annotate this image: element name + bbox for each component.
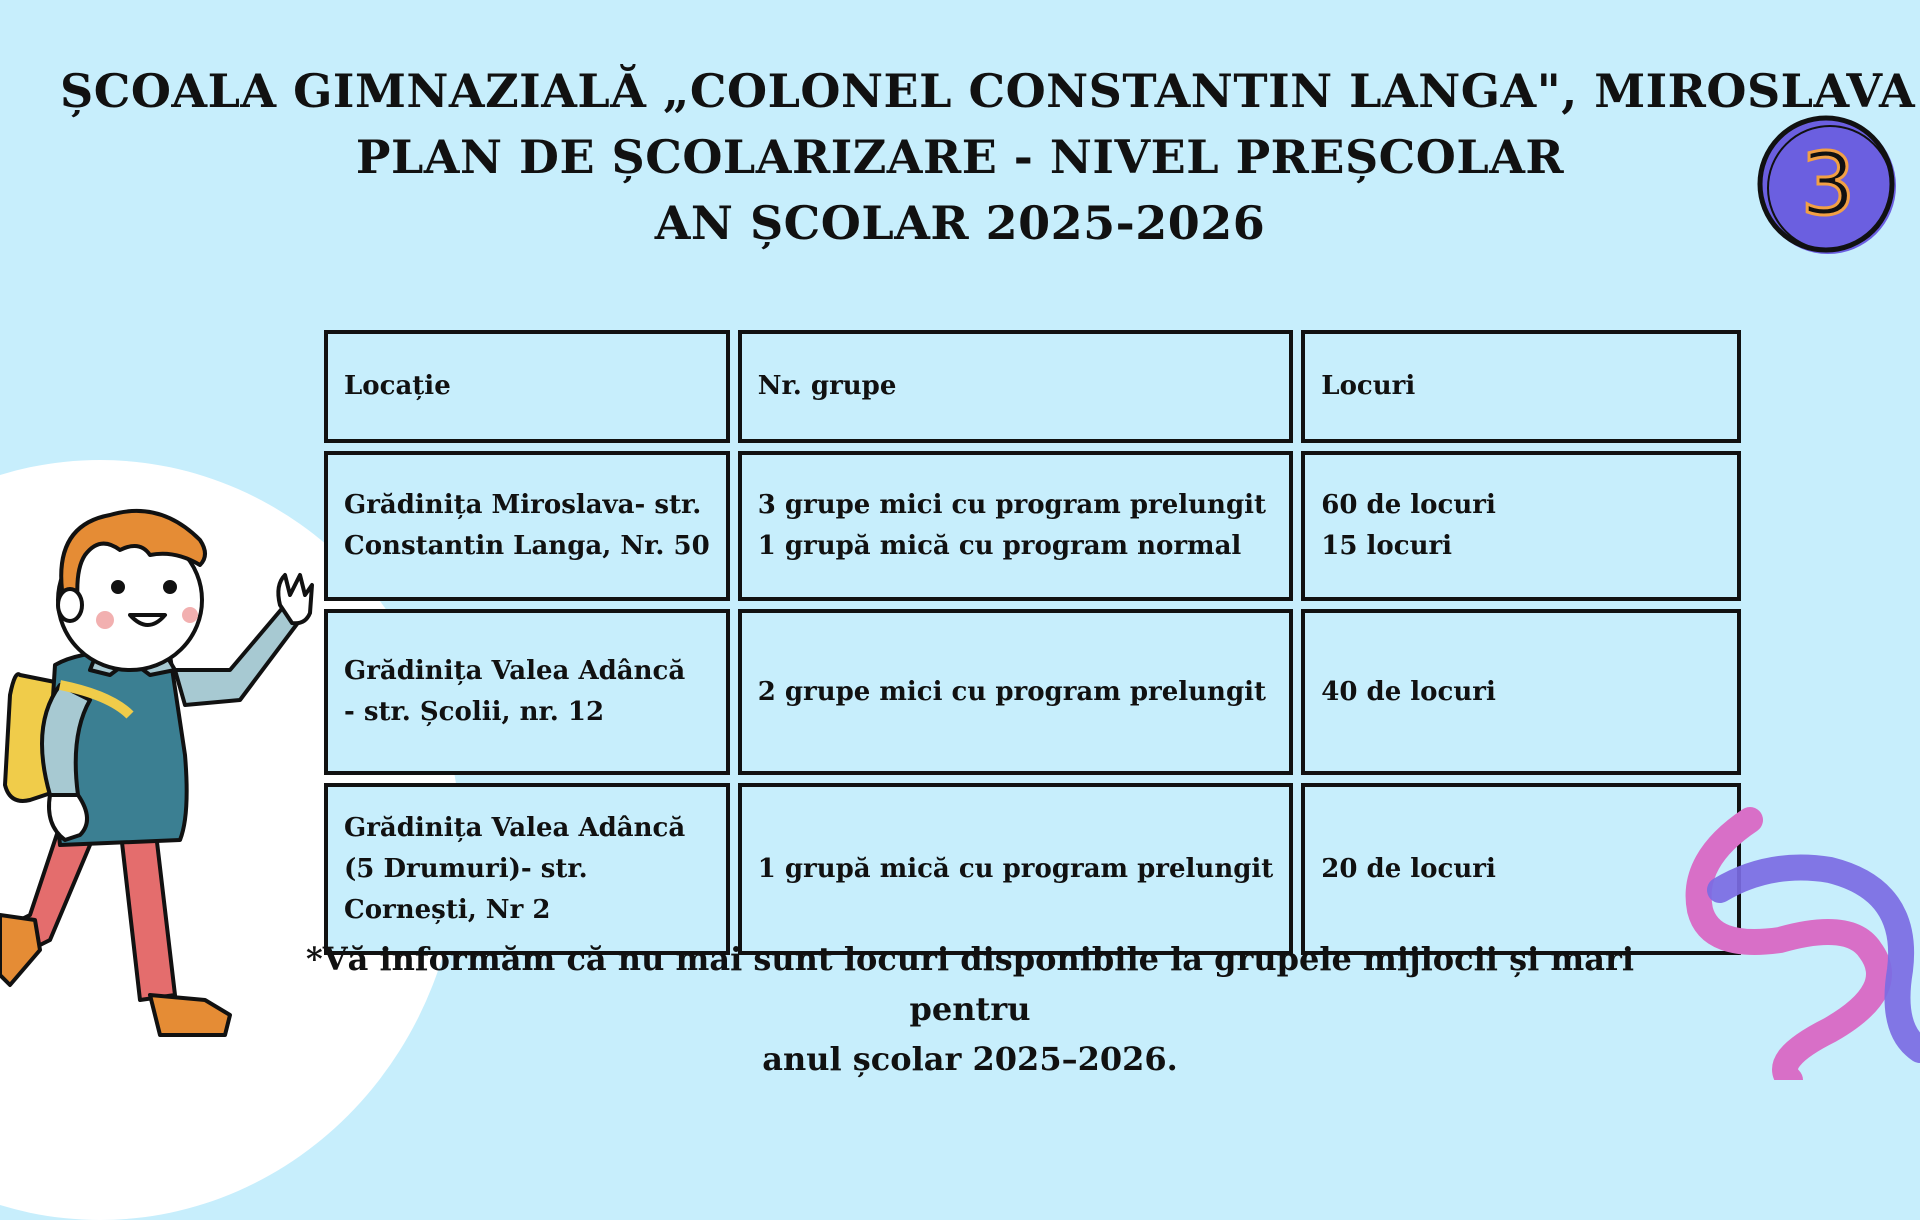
badge-number: 3 — [1800, 135, 1856, 235]
title-line-school: ȘCOALA GIMNAZIALĂ „COLONEL CONSTANTIN LANGA", MIROSLAVA — [60, 64, 1916, 118]
cell-groups — [738, 609, 1294, 775]
cell-text: 3 grupe mici cu program prelungit — [757, 490, 1267, 520]
cell-text: 15 locuri — [1321, 531, 1453, 561]
cell-location — [324, 451, 730, 601]
table-row — [324, 609, 1741, 775]
number-badge — [1752, 108, 1900, 258]
cell-location — [324, 783, 730, 955]
cell-text: Constantin Langa, Nr. 50 — [344, 531, 710, 561]
cell-text: 1 grupă mică cu program prelungit — [757, 853, 1274, 884]
schoolboy-illustration — [0, 495, 330, 1045]
table-row — [324, 451, 1741, 601]
header-groups: Nr. grupe — [738, 330, 1294, 443]
ribbon-decoration — [1670, 800, 1920, 1080]
cell-places — [1301, 609, 1741, 775]
cell-text: Cornești, Nr 2 — [344, 894, 551, 925]
header-location: Locație — [324, 330, 730, 443]
cell-text: 40 de locuri — [1321, 676, 1496, 707]
cell-text: Grădinița Valea Adâncă — [344, 812, 686, 843]
cell-text: 20 de locuri — [1321, 853, 1496, 884]
cell-location — [324, 609, 730, 775]
table-row — [324, 783, 1741, 955]
cell-text: Grădinița Valea Adâncă — [344, 656, 686, 686]
cell-text: 60 de locuri — [1321, 490, 1496, 520]
availability-note — [300, 934, 1640, 1084]
note-line: *Vă informăm că nu mai sunt locuri disponibile la grupele mijlocii și mari pentru — [306, 940, 1634, 1028]
cell-groups — [738, 451, 1294, 601]
title-line-year: AN ȘCOLAR 2025-2026 — [654, 196, 1266, 250]
note-line: anul școlar 2025–2026. — [762, 1040, 1178, 1078]
cell-text: 1 grupă mică cu program normal — [757, 531, 1242, 561]
cell-places — [1301, 451, 1741, 601]
header-places: Locuri — [1301, 330, 1741, 443]
schooling-plan-table — [316, 322, 1749, 963]
cell-text: - str. Școlii, nr. 12 — [344, 697, 605, 727]
table-header-row — [324, 330, 1741, 443]
cell-text: (5 Drumuri)- str. — [344, 853, 588, 884]
page-title — [60, 58, 1916, 256]
cell-text: Grădinița Miroslava- str. — [344, 490, 702, 520]
title-line-plan: PLAN DE ȘCOLARIZARE - NIVEL PREȘCOLAR — [355, 130, 1565, 184]
cell-text: 2 grupe mici cu program prelungit — [757, 676, 1267, 707]
cell-groups — [738, 783, 1294, 955]
